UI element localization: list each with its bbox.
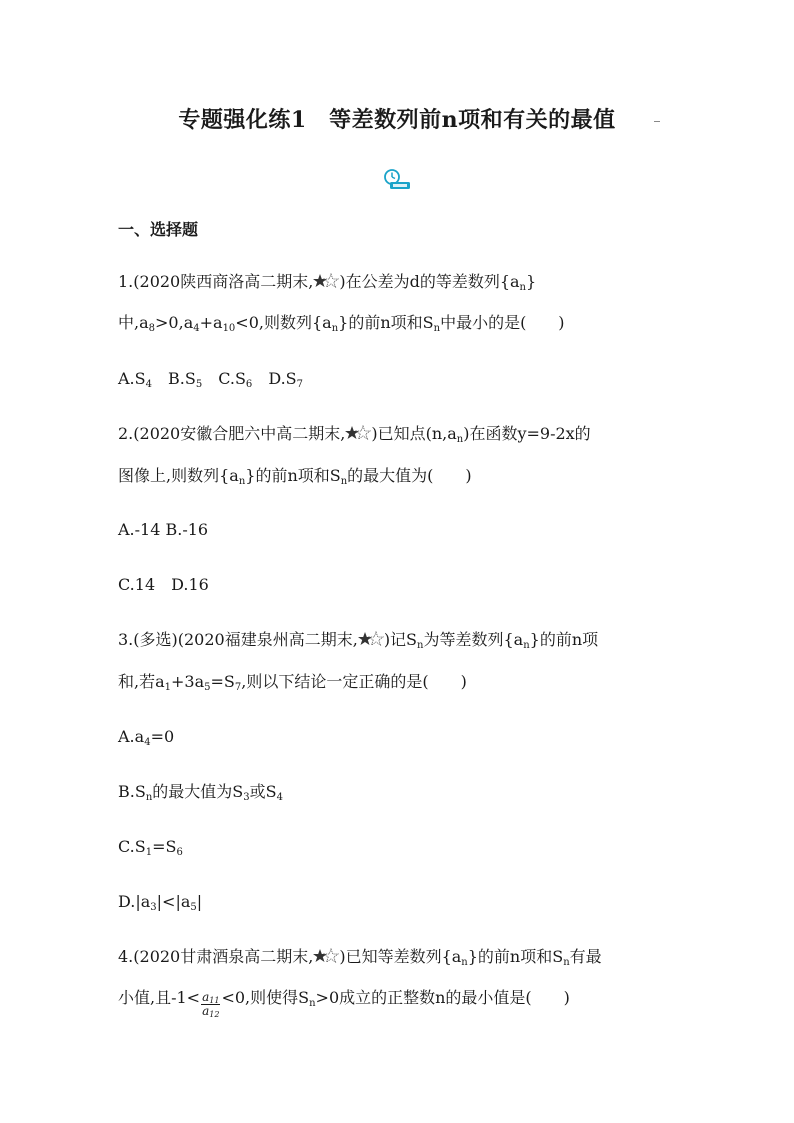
question-1-options: $A.S_4$ $B.S_5$ $C.S_6$ $D.S_7$ [118,369,303,390]
question-2-line-2: 图像上,则数列$\{a_n\}$的前n项和$S_n$的最大值为( ) [118,466,472,487]
timer-clock-icon [381,168,411,190]
question-1-line-2: 中$,a_8>0,a_4+a_{10}<0$,则数列$\{a_n\}$的前n项和$S_n$中最小的是( ) [118,313,565,334]
question-4-line-1: 4.(2020甘肃酒泉高二期末, )已知等差数列$\{a_n\}$的前n项和$S_n$有最 [118,947,602,968]
question-3-option-b: $B.S_n$的最大值为$S_3$或$S_4$ [118,782,283,803]
difficulty-star-icon [345,425,371,441]
question-2-line-1: 2.(2020安徽合肥六中高二期末, )已知点$(n,a_n)$在函数y=9-2x的 [118,424,591,445]
difficulty-star-icon [358,631,384,647]
question-3-line-2: 和,若$a_1+3a_5=S_7$,则以下结论一定正确的是( ) [118,672,467,693]
question-3-option-a: $A.a_4=0$ [118,727,175,748]
difficulty-star-icon [313,273,339,289]
page-title: 专题强化练1 等差数列前n项和有关的最值 [178,107,616,133]
fraction-a11-over-a12: $\frac{a_{11}}{a_{12}}$ [202,990,220,1019]
question-3-option-d: $D.|a_3|<|a_5|$ [118,892,203,913]
question-2-options-1: A.-14 B.-16 [118,520,209,539]
question-2-options-2: C.14 D.16 [118,575,209,594]
question-3-option-c: $C.S_1=S_6$ [118,837,183,858]
section-heading: 一、选择题 [118,220,199,239]
question-1-line-1: 1.(2020陕西商洛高二期末, )在公差为d的等差数列$\{a_n\}$ [118,272,537,293]
difficulty-star-icon [313,948,339,964]
title-underline-mark [654,121,660,122]
question-3-line-1: 3.(多选)(2020福建泉州高二期末, )记$S_n$为等差数列$\{a_n\}$的前n项 [118,630,599,651]
question-4-line-2: 小值,且-1< $\frac{a_{11}}{a_{12}}$ <0,则使得$S_n>0$成立的正整数n的最小值是( ) [118,988,570,1019]
